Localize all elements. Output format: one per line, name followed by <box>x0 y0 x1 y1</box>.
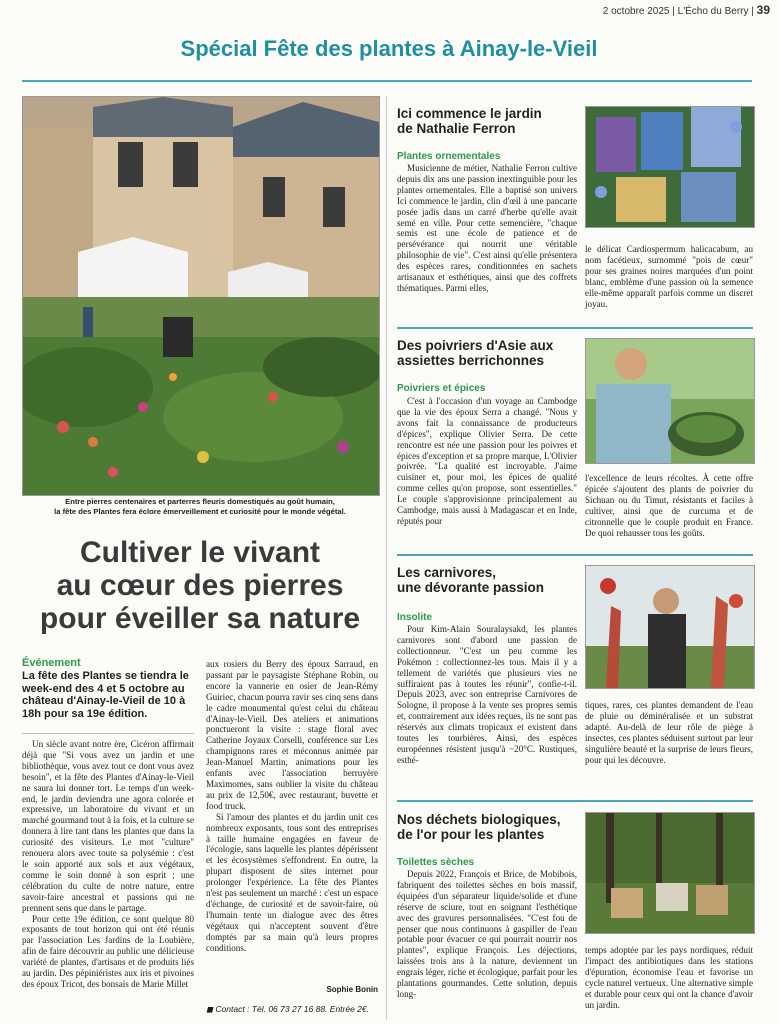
banner-rule <box>22 80 752 82</box>
carnivorous-plants-image <box>586 566 754 688</box>
sidebar-kicker: Plantes ornementales <box>397 151 501 162</box>
sidebar-kicker: Poivriers et épices <box>397 383 486 394</box>
headline-line-2: au cœur des pierres <box>56 569 344 602</box>
carnivorous-plants-photo <box>585 565 755 689</box>
folio-date: 2 octobre 2025 <box>602 6 670 17</box>
sidebar-paragraph: tiques, rares, ces plantes demandent de l'eau de pluie ou déminéralisée et un substrat adapté. Au-delà de leur rôle de piège à insectes, ces plantes séduisent surtout par leur singulière beauté et la surprise de leurs fleurs, pour qui les découvre. <box>585 700 753 765</box>
sidebar-title-line: Des poivriers d'Asie aux <box>397 338 554 353</box>
sidebar-kicker: Insolite <box>397 612 433 623</box>
author-signature: Sophie Bonin <box>326 985 378 994</box>
dry-toilets-image <box>586 813 754 933</box>
headline-line-1: Cultiver le vivant <box>79 536 321 569</box>
sidebar-title <box>397 338 582 368</box>
sidebar-kicker: Toilettes sèches <box>397 857 475 868</box>
sidebar-title <box>397 565 582 595</box>
body-paragraph: Un siècle avant notre ère, Cicéron affirmait déjà que "Si vous avez un jardin et une bibliothèque, vous avez tout ce dont vous avez besoin", et la fête des Plantes d'Ainay-le-Vieil ne saura lui donner tort. Le temps d'un week-end, le jardin deviendra une agora colorée et expressive, un laboratoire du vivant et un marché gourmand tout à la fois, et la culture se donnera à lire tant dans les plantes que dans la curiosité des visiteurs. Le mot "culture" renouera alors avec toute sa polysémie : c'est le soin apporté aux sols et aux végétaux, comme le soin donné à son esprit ; une célébration du culte de notre nature, entre savoir-faire ancestral et passions qui ne prennent sens que dans le partage. <box>22 739 194 913</box>
sidebar-title-line: Nos déchets biologiques, <box>397 812 561 827</box>
sidebar-text <box>397 869 577 1000</box>
lede-rule <box>22 733 194 734</box>
main-headline <box>22 536 378 635</box>
sidebar-title-line: une dévorante passion <box>397 580 545 595</box>
sidebar-paragraph: Depuis 2022, François et Brice, de Mobibois, fabriquent des toilettes sèches en bois massif, équipées d'un séparateur liquide/solide et d'une réserve de sciure, tout en soignant l'esthétique avec des gravures personnalisées. "C'est fou de penser que nous continuons à gaspiller de l'eau potable pour évacuer ce qui pourrait nourrir nos plantes", explique François. Les déjections, laissées trois ans à la nature, deviennent un engrais léger, riche et écologique, parfait pour les plantations gourmandes. Cette solution, depuis long- <box>397 869 577 999</box>
seed-packets-photo <box>585 106 755 228</box>
sidebar-title-line: de Nathalie Ferron <box>397 121 516 136</box>
sidebar-title-line: Ici commence le jardin <box>397 106 542 121</box>
body-paragraph: Pour cette 19e édition, ce sont quelque 80 exposants de tout horizon qui ont été réunis par l'association Les Jardins de la Loubière, afin de faire découvrir au public une délicieuse variété de plantes, d'artisans et de produits liés au jardin. Des pépiniéristes aux iris et pivoines des époux Tricot, des bonsaïs de Marie Millet <box>22 913 194 989</box>
body-paragraph: aux rosiers du Berry des époux Sarraud, en passant par le paysagiste Stéphane Robin, ou encore la vannerie en osier de Jean-Rémy Guiriec, chacun pourra ravir ses cinq sens dans le cadre monumental qu'est celui du château d'Ainay-le-Vieil. Des ateliers et animations ponctueront la visite : stage floral avec Catherine Joyaux Corselli, conférence sur Les champignons rares et méconnus animée par Jean-Manuel Martin, animations pour les enfants avec l'association berruyère Maximomes, sans oublier la visite du château au prix de 12,50€, avec restaurant, buvette et food truck. <box>206 659 378 811</box>
body-column-2 <box>206 659 378 953</box>
dry-toilets-photo <box>585 812 755 934</box>
headline-line-3: pour éveiller sa nature <box>39 602 361 635</box>
sidebar-title-line: assiettes berrichonnes <box>397 353 545 368</box>
body-paragraph: Si l'amour des plantes et du jardin unit ces nombreux exposants, tous sont des entreprises à taille humaine engagées en faveur de l'écologie, sans laquelle les plantes dépérissent et les écosystèmes s'effondrent. En outre, la plupart disposent de sites internet pour prolonger l'expérience. La fête des Plantes n'est pas seulement un marché : c'est un espace d'échange, de curiosité et de savoir-faire, où l'humain tente un dialogue avec des êtres végétaux qui n'acceptent souvent d'être domptés par sa main qu'à leurs propres conditions. <box>206 811 378 953</box>
main-kicker: Événement <box>22 657 81 669</box>
sidebar-separator <box>397 554 753 556</box>
sidebar-paragraph: temps adoptée par les pays nordiques, réduit l'impact des antibiotiques dans les stations d'épuration, économise l'eau et favorise un cycle naturel vertueux. Une alternative simple et durable pour ceux qui ont la chance d'avoir un jardin. <box>585 945 753 1010</box>
sidebar-title <box>397 812 582 842</box>
sidebar-paragraph: Pour Kim-Alain Souralaysakd, les plantes carnivores sont d'abord une passion de collectionneur. "C'est un peu comme les Pokémon : collectionnez-les tous. Mais il y a tellement de variétés que plusieurs vies ne suffiraient pas à toutes les réunir", confie-t-il. Depuis 2023, avec son entreprise Carnivores de Sologne, il propose à la vente ses propres semis et, contrairement aux idées reçues, ils ne sont pas réservés aux climats tropicaux et existent dans toutes les tourbières. Ainsi, des espèces européennes résistent jusqu'à −20°C. Rustiques, esthé- <box>397 624 577 765</box>
photo-caption <box>22 497 378 517</box>
body-column-1 <box>22 739 194 990</box>
sidebar-text-continued <box>585 700 753 765</box>
sidebar-text <box>397 396 577 527</box>
pepper-grower-image <box>586 339 754 463</box>
chateau-photo <box>22 96 380 496</box>
chateau-garden-image <box>23 97 379 495</box>
sidebar-text <box>397 163 577 294</box>
sidebar-paragraph: C'est à l'occasion d'un voyage au Cambodge que la vie des époux Serra a changé. "Nous y avons fait la connaissance de producteurs d'épices", explique Olivier Serra. De cette rencontre est née une passion pour les poivres et épices d'exception et sa propre marque, L'Olivier poivrée. "La qualité est incroyable. J'aime cuisiner et, pour moi, les épices de qualité comme celles qu'on propose, sont essentielles." Le couple s'approvisionne principalement au Cambodge, mais aussi à Madagascar et en Inde, réputés pour <box>397 396 577 526</box>
main-lede: La fête des Plantes se tiendra le week-end des 4 et 5 octobre au château d'Ainay-le-Vieil de 10 à 18h pour sa 19e édition. <box>22 670 189 720</box>
folio-page: 39 <box>756 3 770 17</box>
sidebar-separator <box>397 800 753 802</box>
sidebar-text <box>397 624 577 766</box>
sidebar-title-line: Les carnivores, <box>397 565 497 580</box>
pepper-grower-photo <box>585 338 755 464</box>
sidebar-title-line: de l'or pour les plantes <box>397 827 545 842</box>
contact-info: ◼ Contact : Tél. 06 73 27 16 88. Entrée 2€. <box>206 1004 369 1014</box>
sidebar-text-continued <box>585 473 753 538</box>
photo-caption-line-2: la fête des Plantes fera éclore émerveillement et curiosité pour le monde végétal. <box>54 507 346 516</box>
section-banner: Spécial Fête des plantes à Ainay-le-Vieil <box>180 36 598 61</box>
sidebar-paragraph: Musicienne de métier, Nathalie Ferron cultive depuis dix ans une passion inextinguible pour les plantes ornementales. Elle a baptisé son univers Ici commence le jardin, clin d'œil à une pancarte posée jadis dans un carré d'herbe qu'elle avait semé en ville. Pour cette semencière, "chaque semis est une école de patience et de persévérance qui nourrit une véritable philosophie de vie". C'est ainsi qu'elle présentera des espèces rares, conditionnées en sachets artisanaux et esthétiques, ainsi que des coffrets thématiques. Parmi elles, <box>397 163 577 293</box>
column-divider <box>386 96 387 1020</box>
sidebar-separator <box>397 327 753 329</box>
seed-packets-image <box>586 107 754 227</box>
sidebar-paragraph: l'excellence de leurs récoltes. À cette offre épicée s'ajoutent des plants de poivrier du Sichuan ou du Timut, résistants et faciles à cultiver, ainsi que de curcuma et de citronnelle que le couple produit en France. De quoi rehausser tous les goûts. <box>585 473 753 538</box>
sidebar-text-continued <box>585 244 753 309</box>
sidebar-text-continued <box>585 945 753 1010</box>
photo-caption-line-1: Entre pierres centenaires et parterres fleuris domestiqués au goût humain, <box>65 497 335 506</box>
folio-paper: L'Écho du Berry <box>677 6 749 17</box>
sidebar-title <box>397 106 582 136</box>
sidebar-paragraph: le délicat Cardiospermum halicacabum, au nom facétieux, surnommé "pois de cœur" pour ses graines noires marquées d'un point blanc, emblème d'une passion où la semence elle-même apparaît parfois comme un discret joyau. <box>585 244 753 309</box>
folio: 2 octobre 2025 | L'Écho du Berry | 39 <box>602 3 770 17</box>
